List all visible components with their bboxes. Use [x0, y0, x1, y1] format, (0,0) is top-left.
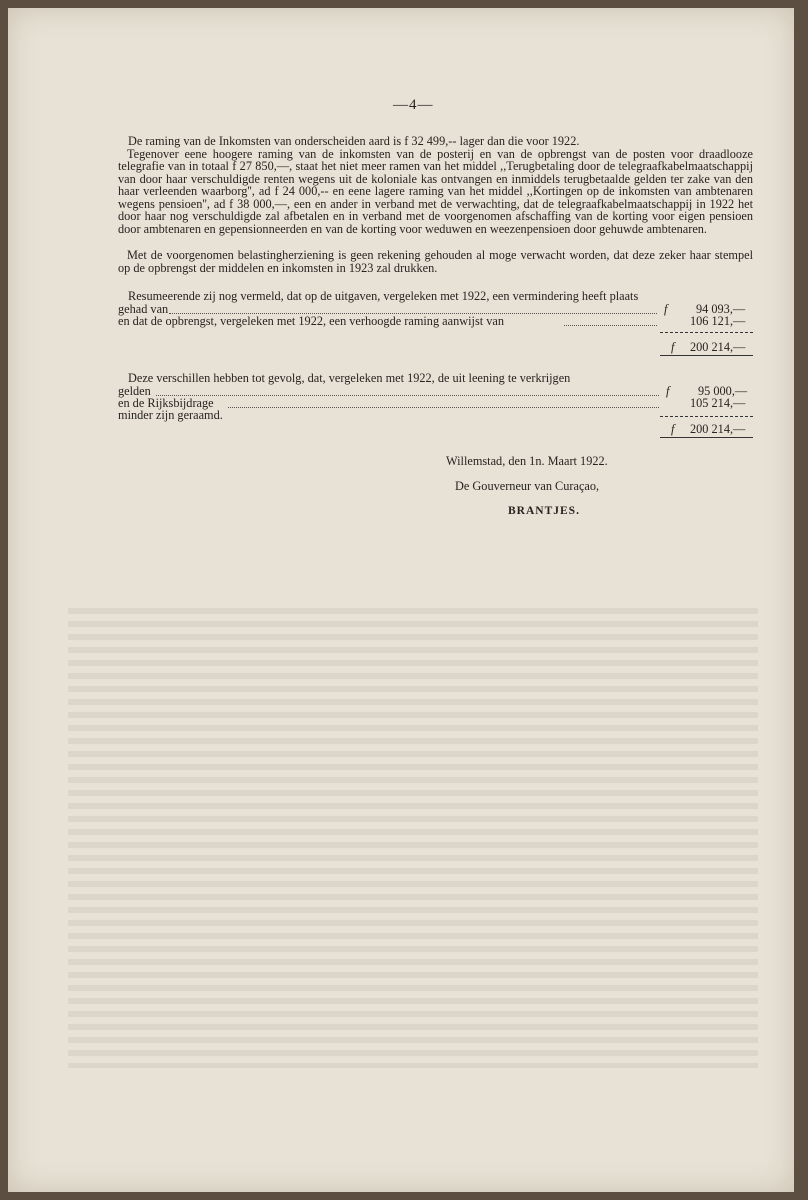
consequence-total-rule — [660, 437, 753, 438]
consequence-total-currency: f — [671, 422, 675, 436]
consequence-line-4-label: minder zijn geraamd. — [118, 408, 223, 422]
summary-line-2-value: 94 093,— — [696, 302, 746, 316]
summary-sum-rule — [660, 332, 753, 333]
intro-paragraph-3: Met de voorgenomen belastingherziening is geen rekening gehouden al moge verwacht worden, dat deze zeker haar stempel op de opbrengst der middelen en inkomsten in 1923 zal drukken. — [118, 248, 753, 275]
show-through-texture — [68, 608, 758, 1068]
intro-paragraph-2: Tegenover eene hoogere raming van de inkomsten van de posterij en van de opbrengst van de posten voor draadlooze telegrafie van in totaal f 27 850,—, staat het niet meer ramen van het middel ,,Terugbetaling door de telegraafkabelmaatschappij van door haar verschuldigde renten wegens uit de koloniale kas ontvangen en inmiddels terugbetaalde gelden ter zake van den haar verleenden waarborg'', ad f 24 000,-- en eene lagere raming van het middel ,,Kortingen op de inkomsten van ambtenaren wegens pensioen'', ad f 38 000,—, een en ander in verband met de verwachting, dat de telegraafkabelmaatschappij in 1922 het door haar nog verschuldigde zal afbetalen en in verband met de voorgenomen afschaffing van de korting voor eigen pensioen door ambtenaren en gepensionneerden en van de korting voor weduwen en weezenpensioen door gehuwde ambtenaren. — [118, 146, 753, 237]
summary-line-3-label: en dat de opbrengst, vergeleken met 1922, een verhoogde raming aanwijst van — [118, 314, 504, 328]
summary-line-2-currency: f — [664, 302, 668, 316]
summary-total-value: 200 214,— — [690, 340, 746, 354]
summary-line-1: Resumeerende zij nog vermeld, dat op de uitgaven, vergeleken met 1922, een vermindering heeft plaats — [128, 289, 639, 303]
summary-total-rule — [660, 355, 753, 356]
place-and-date: Willemstad, den 1n. Maart 1922. — [446, 454, 608, 468]
consequence-line-3-leader — [228, 407, 659, 408]
consequence-line-2-currency: f — [666, 384, 670, 398]
summary-total-currency: f — [671, 340, 675, 354]
document-page — [8, 8, 794, 1192]
consequence-line-3-value: 105 214,— — [690, 396, 746, 410]
summary-line-3-leader — [564, 325, 657, 326]
consequence-line-2-label: gelden — [118, 384, 151, 398]
consequence-sum-rule — [660, 416, 753, 417]
intro-paragraph-1: De raming van de Inkomsten van onderscheiden aard is f 32 499,-- lager dan die voor 1922. — [128, 134, 580, 148]
page-number: —4— — [393, 97, 434, 113]
consequence-line-1: Deze verschillen hebben tot gevolg, dat, vergeleken met 1922, de uit leening te verkrijgen — [128, 371, 571, 385]
consequence-line-2-leader — [156, 395, 659, 396]
signature: BRANTJES. — [508, 505, 580, 517]
consequence-total-value: 200 214,— — [690, 422, 746, 436]
consequence-line-2-value: 95 000,— — [698, 384, 748, 398]
summary-line-3-value: 106 121,— — [690, 314, 746, 328]
consequence-line-3-label: en de Rijksbijdrage — [118, 396, 214, 410]
summary-line-2-label: gehad van — [118, 302, 169, 316]
governor-title: De Gouverneur van Curaçao, — [455, 479, 600, 493]
